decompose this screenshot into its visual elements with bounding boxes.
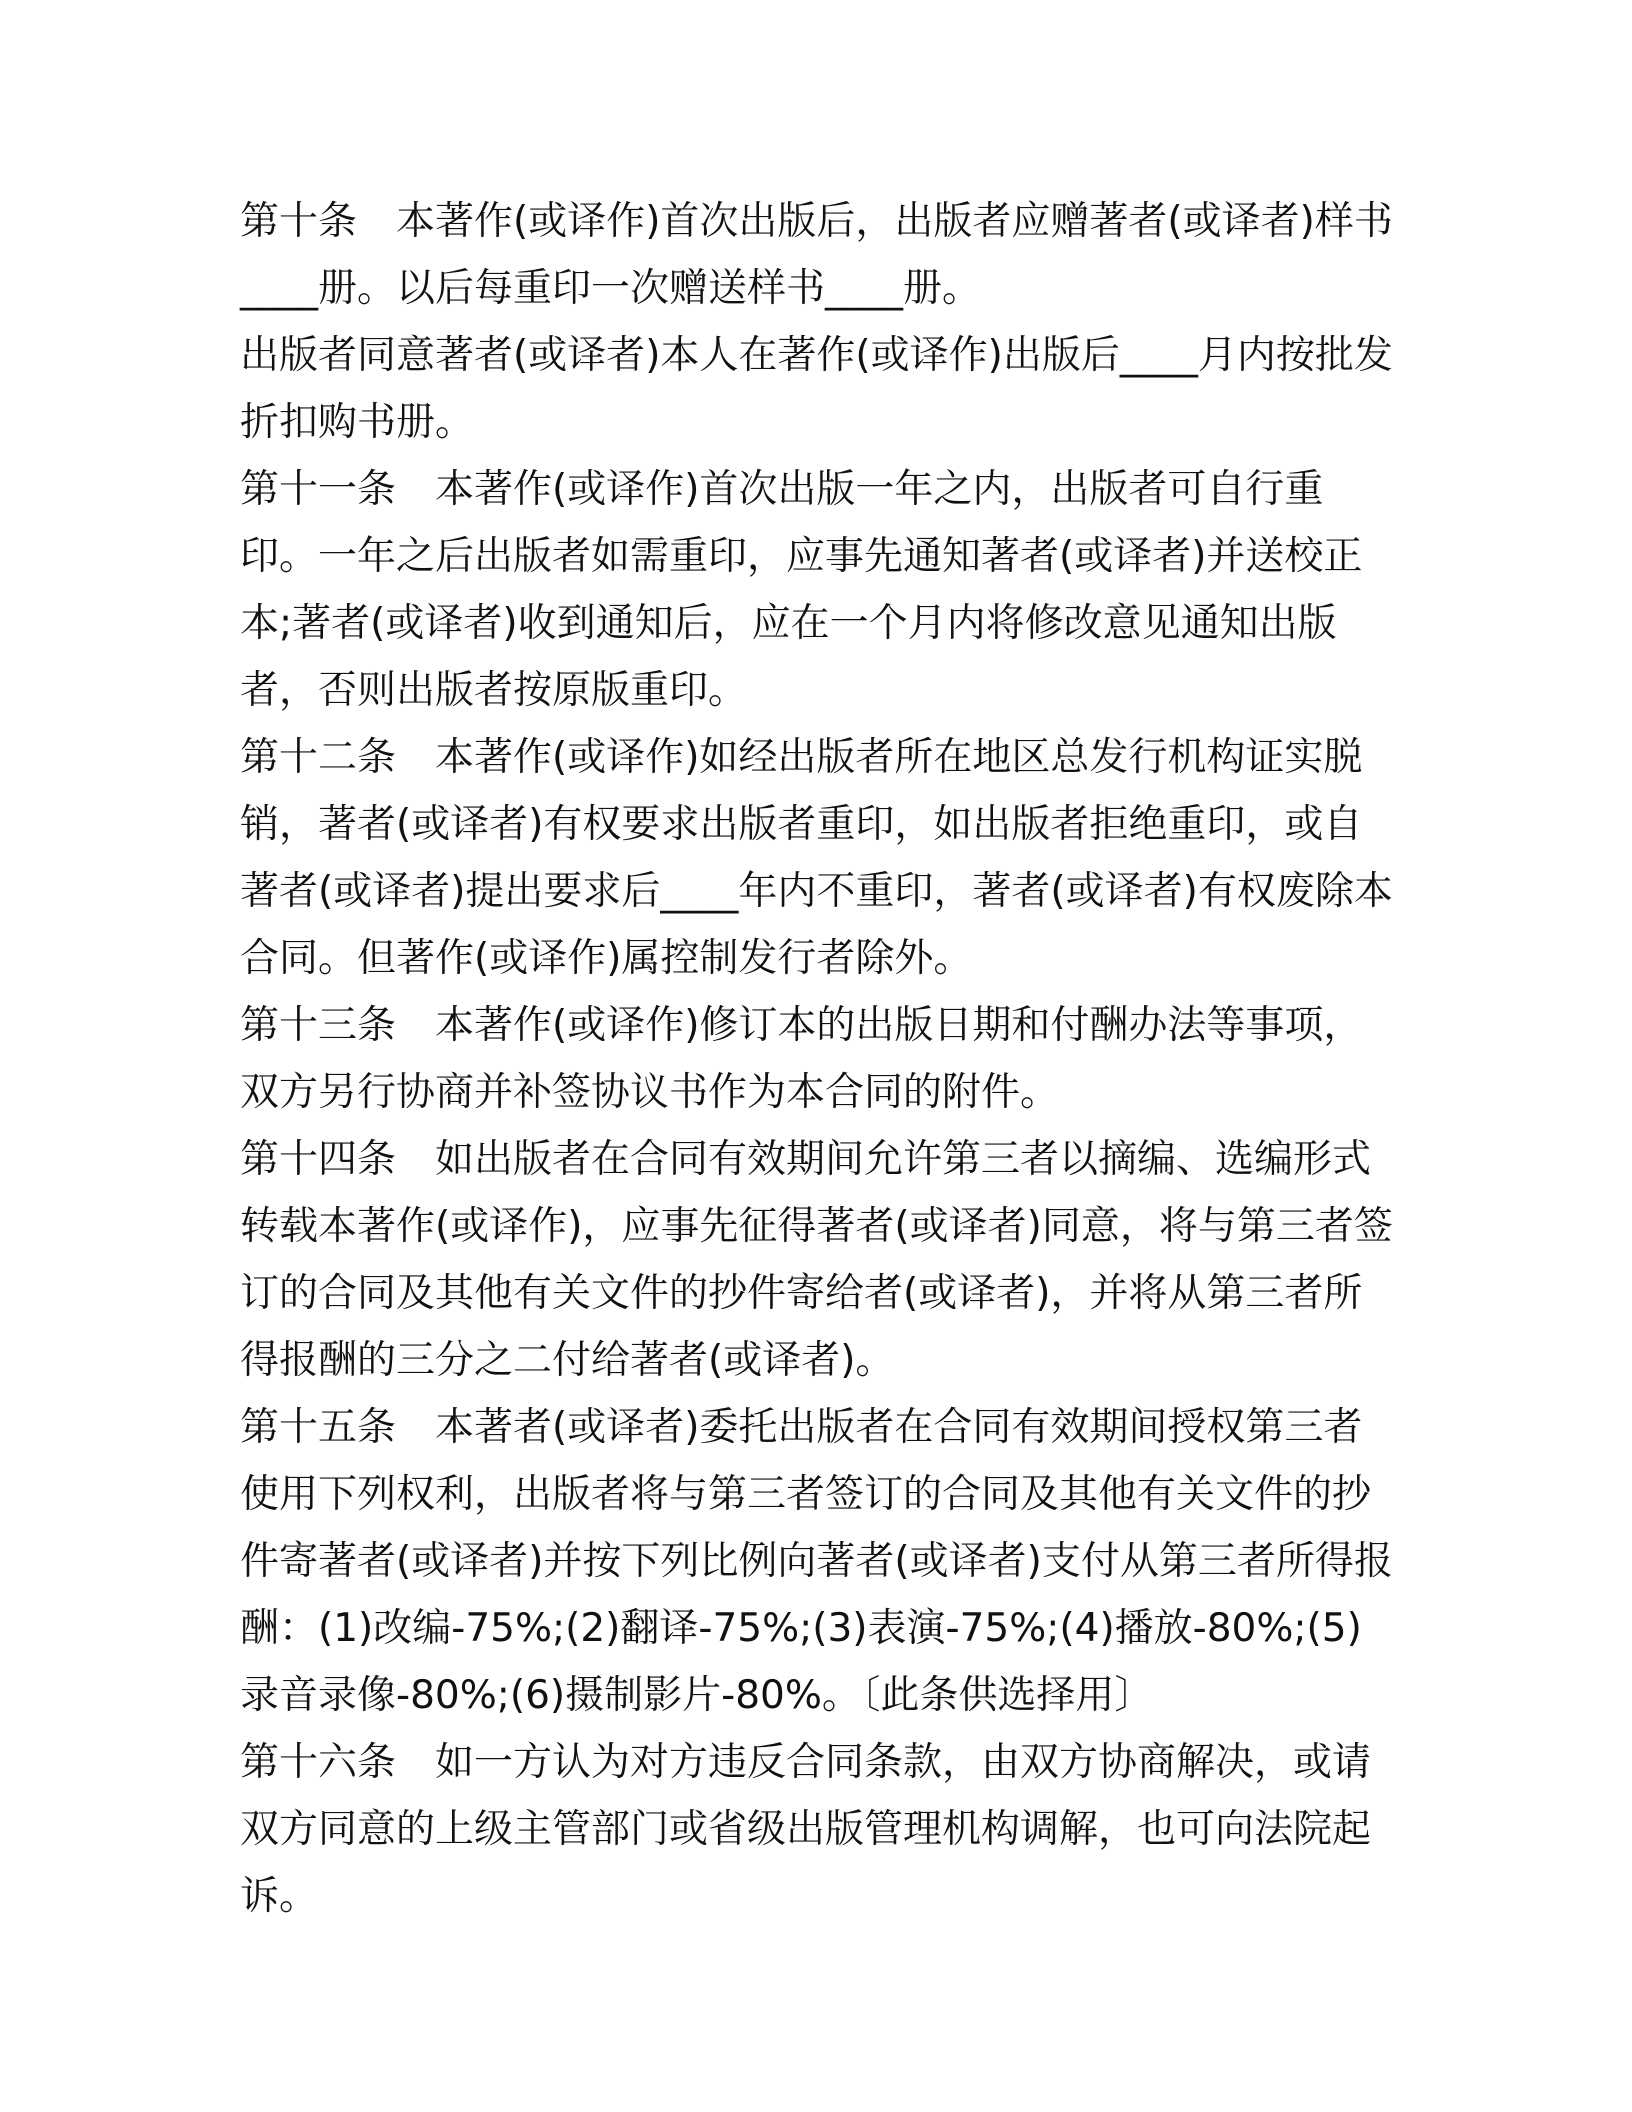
article-10-purchase-paragraph: 出版者同意著者(或译者)本人在著作(或译作)出版后____月内按批发折扣购书册。 (240, 333, 1393, 445)
article-16-paragraph: 第十六条 如一方认为对方违反合同条款，由双方协商解决，或请双方同意的上级主管部门或省级出版管理机构调解，也可向法院起诉。 (240, 1740, 1372, 1919)
article-11-paragraph: 第十一条 本著作(或译作)首次出版一年之内，出版者可自行重印。一年之后出版者如需重印，应事先通知著者(或译者)并送校正本;著者(或译者)收到通知后，应在一个月内将修改意见通知出版者，否则出版者按原版重印。 (240, 467, 1363, 713)
article-15-paragraph: 第十五条 本著者(或译者)委托出版者在合同有效期间授权第三者使用下列权利，出版者将与第三者签订的合同及其他有关文件的抄件寄著者(或译者)并按下列比例向著者(或译者)支付从第三者所得报酬：(1)改编-75%;(2)翻译-75%;(3)表演-75%;(4)播放-80%;(5)录音录像-80%;(6)摄制影片-80%。〔此条供选择用〕 (240, 1405, 1393, 1718)
article-14-paragraph: 第十四条 如出版者在合同有效期间允许第三者以摘编、选编形式转载本著作(或译作)，应事先征得著者(或译者)同意，将与第三者签订的合同及其他有关文件的抄件寄给者(或译者)，并将从第三者所得报酬的三分之二付给著者(或译者)。 (240, 1137, 1393, 1383)
article-13-paragraph: 第十三条 本著作(或译作)修订本的出版日期和付酬办法等事项，双方另行协商并补签协议书作为本合同的附件。 (240, 1003, 1363, 1115)
document-body (240, 188, 1400, 1930)
article-12-paragraph: 第十二条 本著作(或译作)如经出版者所在地区总发行机构证实脱销，著者(或译者)有权要求出版者重印，如出版者拒绝重印，或自著者(或译者)提出要求后____年内不重印，著者(或译者)有权废除本合同。但著作(或译作)属控制发行者除外。 (240, 735, 1393, 981)
article-10-paragraph: 第十条 本著作(或译作)首次出版后，出版者应赠著者(或译者)样书____册。以后每重印一次赠送样书____册。 (240, 199, 1393, 311)
